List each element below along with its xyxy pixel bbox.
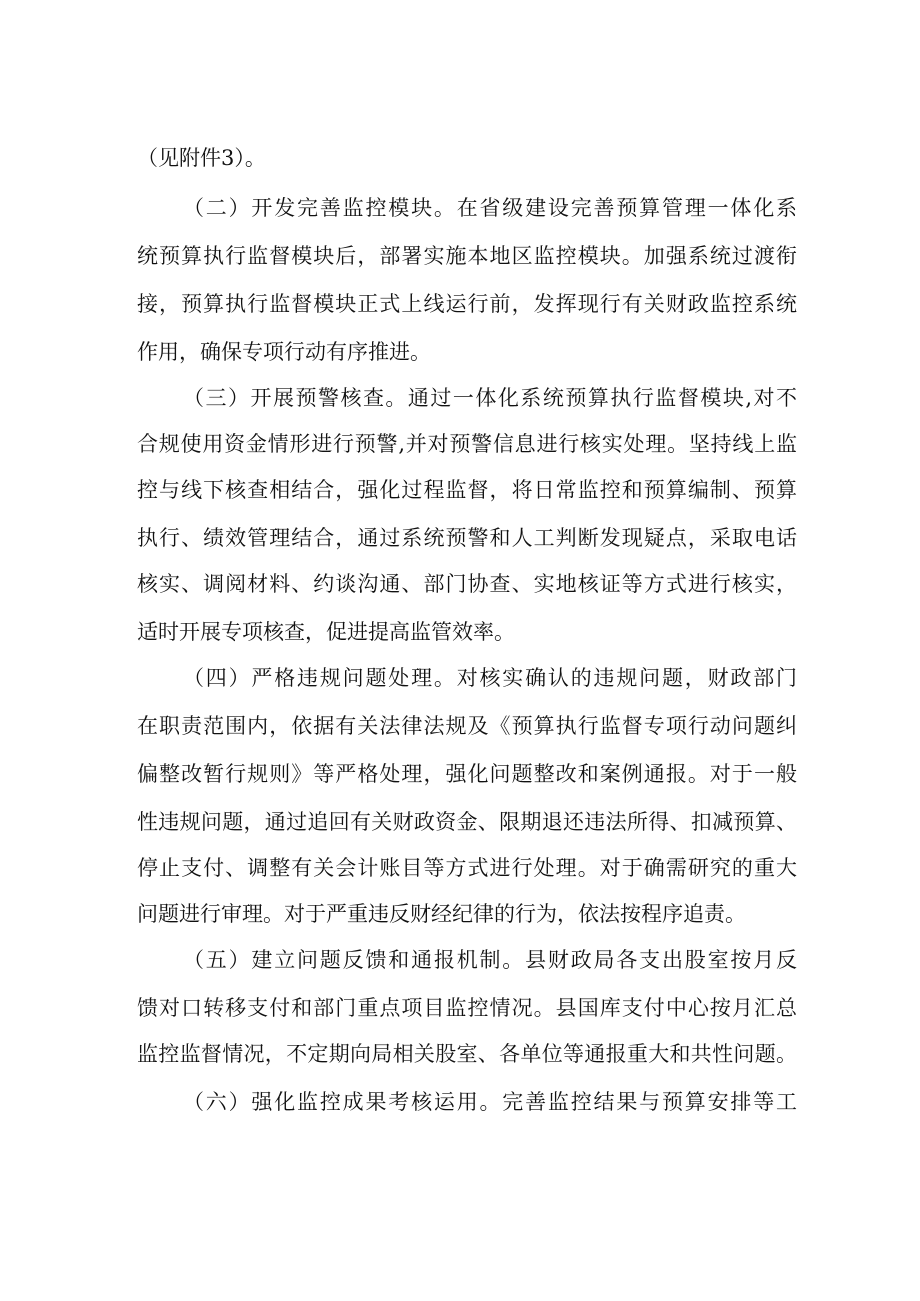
section-heading-line: （六）强化监控成果考核运用。完善监控结果与预算安排等工 <box>183 1090 797 1114</box>
text-line: 适时开展专项核查，促进提高监管效率。 <box>137 620 515 644</box>
text-line: 停止支付、调整有关会计账目等方式进行处理。对于确需研究的重大 <box>137 856 797 880</box>
text-line: 控与线下核查相结合，强化过程监督，将日常监控和预算编制、预算 <box>137 478 797 502</box>
text-line: 在职责范围内，依据有关法律法规及《预算执行监督专项行动问题纠 <box>137 714 797 738</box>
text-line: 统预算执行监督模块后，部署实施本地区监控模块。加强系统过渡衔 <box>137 244 797 268</box>
text-line: 作用，确保专项行动有序推进。 <box>137 340 431 364</box>
text-line: 馈对口转移支付和部门重点项目监控情况。县国库支付中心按月汇总 <box>137 996 797 1020</box>
text-line: 性违规问题，通过追回有关财政资金、限期退还违法所得、扣减预算、 <box>137 810 797 834</box>
text-line: 执行、绩效管理结合，通过系统预警和人工判断发现疑点，采取电话 <box>137 526 797 550</box>
text-line: 监控监督情况，不定期向局相关股室、各单位等通报重大和共性问题。 <box>137 1042 797 1066</box>
text-line: 问题进行审理。对于严重违反财经纪律的行为，依法按程序追责。 <box>137 902 746 926</box>
text-line: 合规使用资金情形进行预警,并对预警信息进行核实处理。坚持线上监 <box>137 432 797 456</box>
text-line: （见附件3）。 <box>137 146 266 170</box>
text-line: 核实、调阅材料、约谈沟通、部门协查、实地核证等方式进行核实， <box>137 572 797 596</box>
section-heading-line: （三）开展预警核查。通过一体化系统预算执行监督模块,对不 <box>183 386 797 410</box>
text-line: 偏整改暂行规则》等严格处理，强化问题整改和案例通报。对于一般 <box>137 762 797 786</box>
section-heading-line: （五）建立问题反馈和通报机制。县财政局各支出股室按月反 <box>183 948 797 972</box>
text-line: 接，预算执行监督模块正式上线运行前，发挥现行有关财政监控系统 <box>137 292 797 316</box>
section-heading-line: （二）开发完善监控模块。在省级建设完善预算管理一体化系 <box>183 196 797 220</box>
section-heading-line: （四）严格违规问题处理。对核实确认的违规问题，财政部门 <box>183 666 797 690</box>
